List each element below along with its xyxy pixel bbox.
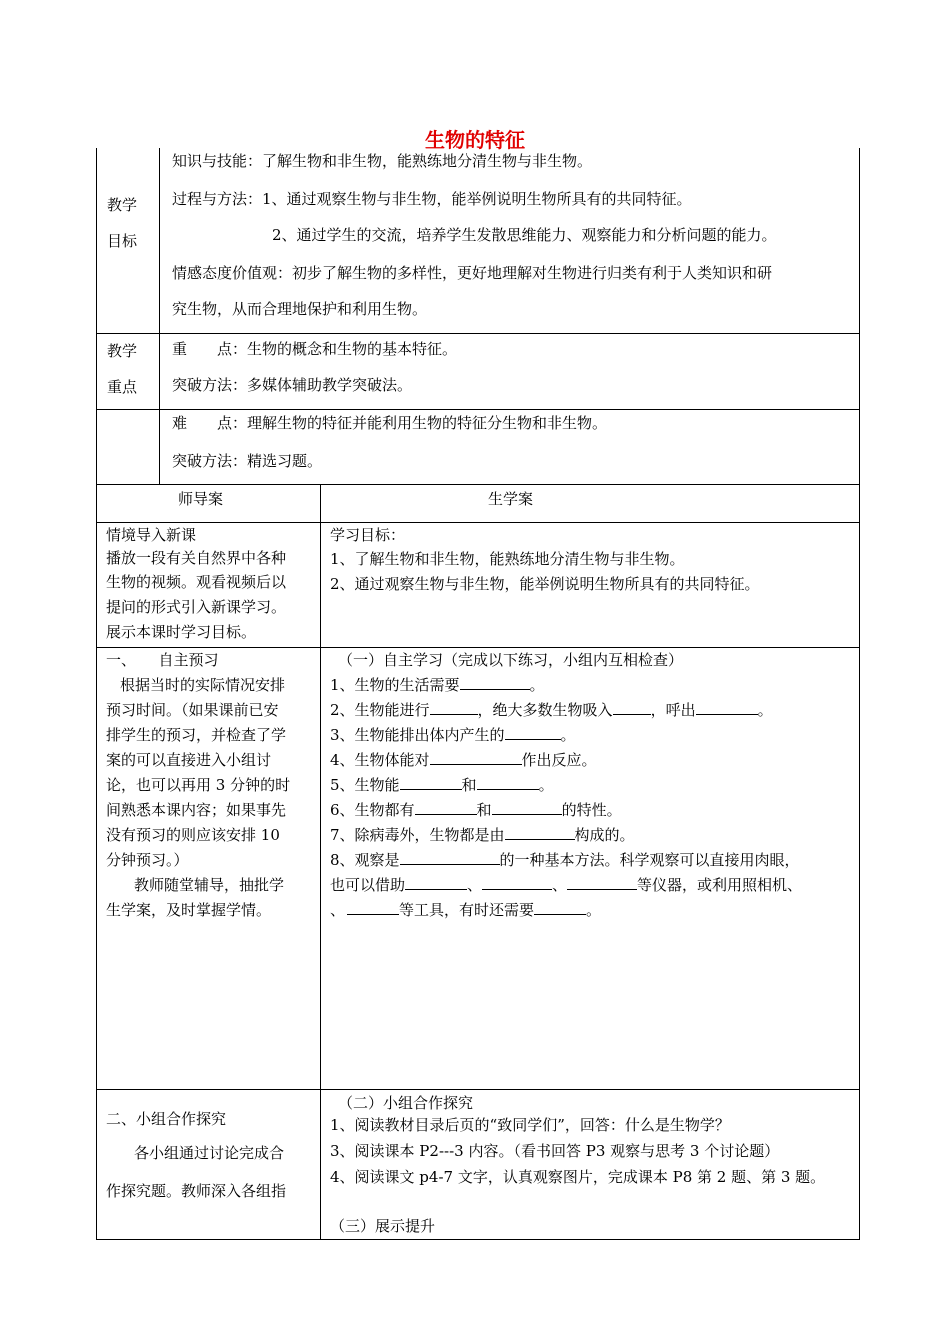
group-student-heading: （二）小组合作探究 — [338, 1094, 474, 1112]
answer-blank[interactable] — [534, 900, 586, 915]
group-student-line: 1、阅读教材目录后页的“致同学们”，回答：什么是生物学？ — [330, 1116, 730, 1134]
question-3: 3、生物能排出体内产生的 。 — [330, 726, 576, 744]
objective-process-2: 2、通过学生的交流，培养学生发散思维能力、观察能力和分析问题的能力。 — [272, 226, 777, 244]
self-study-teacher-line: 生学案，及时掌握学情。 — [106, 901, 272, 919]
answer-blank[interactable] — [460, 675, 530, 690]
self-study-student-heading: （一）自主学习（完成以下练习，小组内互相检查） — [338, 651, 684, 669]
self-study-teacher-line: 根据当时的实际情况安排 — [120, 676, 286, 694]
group-teacher-line: 作探究题。教师深入各组指 — [106, 1182, 287, 1200]
teacher-header: 师导案 — [178, 490, 224, 508]
self-study-teacher-heading: 一、 自主预习 — [106, 651, 219, 669]
question-8-end: 、 等工具，有时还需要 。 — [330, 901, 602, 919]
group-teacher-line: 各小组通过讨论完成合 — [134, 1144, 285, 1162]
difficult-point: 难 点：理解生物的特征并能利用生物的特征分生物和非生物。 — [172, 414, 608, 432]
self-study-teacher-line: 预习时间。（如果课前已安 — [106, 701, 279, 719]
self-study-teacher-line: 没有预习的则应该安排 10 — [106, 826, 280, 844]
question-8-cont: 也可以借助 、 、 等仪器，或利用照相机、 — [330, 876, 803, 894]
objective-knowledge: 知识与技能：了解生物和非生物，能熟练地分清生物与非生物。 — [172, 152, 593, 170]
intro-student-line: 2、通过观察生物与非生物，能举例说明生物所具有的共同特征。 — [330, 575, 760, 593]
answer-blank[interactable] — [347, 900, 399, 915]
answer-blank[interactable] — [477, 775, 539, 790]
intro-teacher-line: 情境导入新课 — [106, 526, 197, 544]
group-student-line: 3、阅读课本 P2---3 内容。（看书回答 P3 观察与思考 3 个讨论题） — [330, 1142, 780, 1160]
intro-student-line: 1、了解生物和非生物，能熟练地分清生物与非生物。 — [330, 550, 685, 568]
self-study-teacher-line: 分钟预习。） — [106, 851, 189, 869]
intro-student-line: 学习目标： — [330, 526, 406, 544]
answer-blank[interactable] — [400, 850, 500, 865]
intro-teacher-line: 播放一段有关自然界中各种 — [106, 549, 287, 567]
key-label-1: 教学 — [107, 342, 138, 360]
objectives-label-1: 教学 — [107, 196, 138, 214]
self-study-teacher-line: 排学生的预习，并检查了学 — [106, 726, 287, 744]
difficult-method: 突破方法：精选习题。 — [172, 452, 323, 470]
self-study-teacher-line: 间熟悉本课内容；如果事先 — [106, 801, 287, 819]
key-point: 重 点：生物的概念和生物的基本特征。 — [172, 340, 458, 358]
answer-blank[interactable] — [430, 750, 522, 765]
key-method: 突破方法：多媒体辅助教学突破法。 — [172, 376, 413, 394]
key-label-2: 重点 — [107, 378, 138, 396]
answer-blank[interactable] — [696, 700, 758, 715]
student-header: 生学案 — [488, 490, 534, 508]
answer-blank[interactable] — [430, 700, 478, 715]
objective-process-1: 过程与方法：1、通过观察生物与非生物，能举例说明生物所具有的共同特征。 — [172, 190, 692, 208]
question-5: 5、生物能 和 。 — [330, 776, 554, 794]
answer-blank[interactable] — [505, 725, 561, 740]
intro-teacher-line: 提问的形式引入新课学习。 — [106, 598, 287, 616]
question-2: 2、生物能进行 ，绝大多数生物吸入 ，呼出 。 — [330, 701, 773, 719]
answer-blank[interactable] — [400, 775, 462, 790]
question-6: 6、生物都有 和 的特性。 — [330, 801, 622, 819]
answer-blank[interactable] — [415, 800, 477, 815]
question-1: 1、生物的生活需要 。 — [330, 676, 545, 694]
answer-blank[interactable] — [405, 875, 467, 890]
intro-teacher-line: 生物的视频。观看视频后以 — [106, 573, 287, 591]
group-student-line: 4、阅读课文 p4-7 文字，认真观察图片，完成课本 P8 第 2 题、第 3 题。 — [330, 1168, 826, 1186]
objectives-label-2: 目标 — [107, 232, 138, 250]
question-4: 4、生物体能对 作出反应。 — [330, 751, 597, 769]
objective-emotion-2: 究生物，从而合理地保护和利用生物。 — [172, 300, 428, 318]
page-title: 生物的特征 — [425, 128, 525, 152]
objective-emotion-1: 情感态度价值观：初步了解生物的多样性，更好地理解对生物进行归类有利于人类知识和研 — [172, 264, 773, 282]
question-7: 7、除病毒外，生物都是由 构成的。 — [330, 826, 635, 844]
self-study-teacher-line: 教师随堂辅导，抽批学 — [134, 876, 285, 894]
group-teacher-heading: 二、小组合作探究 — [106, 1110, 227, 1128]
answer-blank[interactable] — [505, 825, 575, 840]
answer-blank[interactable] — [482, 875, 552, 890]
answer-blank[interactable] — [613, 700, 651, 715]
answer-blank[interactable] — [567, 875, 637, 890]
show-heading: （三）展示提升 — [330, 1217, 436, 1235]
answer-blank[interactable] — [492, 800, 562, 815]
question-8: 8、观察是 的一种基本方法。科学观察可以直接用肉眼， — [330, 851, 800, 869]
self-study-teacher-line: 论，也可以再用 3 分钟的时 — [106, 776, 291, 794]
self-study-teacher-line: 案的可以直接进入小组讨 — [106, 751, 272, 769]
intro-teacher-line: 展示本课时学习目标。 — [106, 623, 257, 641]
